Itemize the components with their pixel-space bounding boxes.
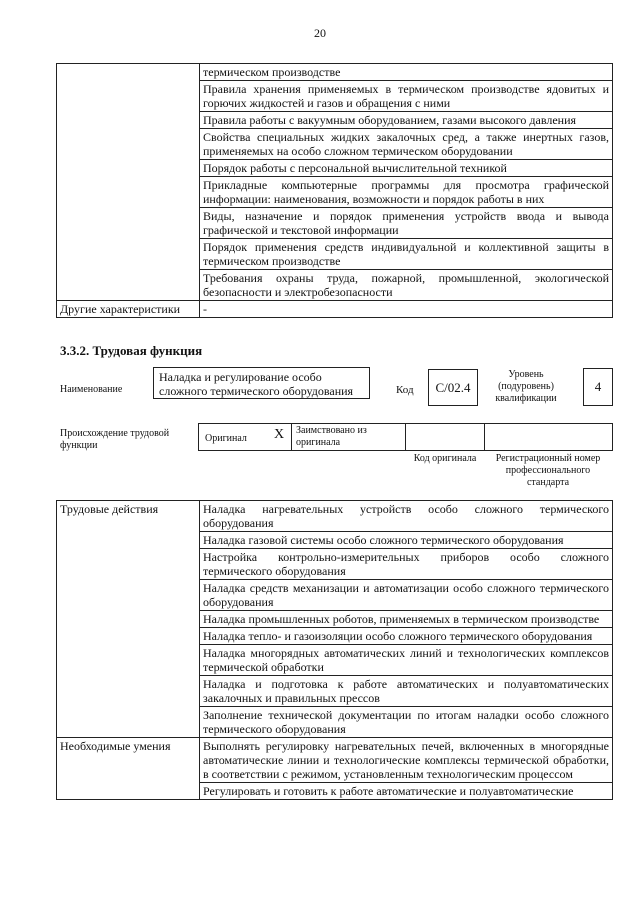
- table-cell: Виды, назначение и порядок применения устройств ввода и вывода графической и текстовой информации: [200, 208, 613, 239]
- code-value: С/02.4: [435, 380, 471, 395]
- table-cell: Требования охраны труда, пожарной, промышленной, экологической безопасности и электробезопасности: [200, 270, 613, 301]
- table-cell: Наладка тепло- и газоизоляции особо сложного термического оборудования: [200, 628, 613, 645]
- borrowed-label: Заимствовано из оригинала: [296, 425, 367, 448]
- code-value-box: [428, 369, 478, 406]
- labor-actions-table: [56, 500, 613, 800]
- row-label: Другие характеристики: [57, 301, 200, 318]
- reg-number-label: Регистрационный номер профессионального стандарта: [495, 453, 601, 488]
- code-original-label: Код оригинала: [413, 453, 477, 464]
- table-cell: Порядок работы с персональной вычислительной техникой: [200, 160, 613, 177]
- original-box: [198, 423, 291, 451]
- level-value-box: [583, 368, 613, 406]
- table-cell: -: [200, 301, 613, 318]
- reg-number-box: [484, 423, 613, 451]
- table-cell: Наладка и подготовка к работе автоматических и полуавтоматических закалочных и правильных прессов: [200, 676, 613, 707]
- table-cell: Правила хранения применяемых в термическом производстве ядовитых и горючих жидкостей и газов и обращения с ними: [200, 81, 613, 112]
- name-label: Наименование: [60, 384, 123, 395]
- table-cell: Наладка газовой системы особо сложного термического оборудования: [200, 532, 613, 549]
- table-row: [57, 501, 613, 532]
- table-cell: Порядок применения средств индивидуальной и коллективной защиты в термическом производстве: [200, 239, 613, 270]
- borrowed-box: [291, 423, 406, 451]
- level-label: Уровень (подуровень) квалификации: [495, 369, 557, 404]
- table-cell: Правила работы с вакуумным оборудованием, газами высокого давления: [200, 112, 613, 129]
- table-cell: Наладка средств механизации и автоматизации особо сложного термического оборудования: [200, 580, 613, 611]
- table-cell: Заполнение технической документации по итогам наладки особо сложного термического оборудования: [200, 707, 613, 738]
- level-value: 4: [594, 379, 602, 394]
- name-value-box: [153, 367, 370, 399]
- row-label-empty: [57, 64, 200, 301]
- name-value: Наладка и регулирование особо сложного термического оборудования: [159, 370, 354, 398]
- section-heading: 3.3.2. Трудовая функция: [60, 343, 203, 358]
- table-cell: Наладка промышленных роботов, применяемых в термическом производстве: [200, 611, 613, 628]
- code-original-box: [405, 423, 485, 451]
- table-row: [57, 64, 613, 81]
- original-mark: X: [274, 427, 285, 442]
- table-cell: термическом производстве: [200, 64, 613, 81]
- table-cell: Выполнять регулировку нагревательных печей, включенных в многорядные автоматические линии и технологические комплексы термической обработки, в соответствии с режимом, установленным технологическим процессом: [200, 738, 613, 783]
- code-label: Код: [396, 384, 414, 396]
- knowledge-table: [56, 63, 613, 318]
- table-cell: Наладка нагревательных устройств особо сложного термического оборудования: [200, 501, 613, 532]
- group-label-skills: Необходимые умения: [57, 738, 200, 800]
- group-label-actions: Трудовые действия: [57, 501, 200, 738]
- table-row: [57, 738, 613, 783]
- page-number: 20: [314, 26, 326, 40]
- origin-label: Происхождение трудовой функции: [60, 428, 170, 451]
- table-cell: Настройка контрольно-измерительных приборов особо сложного термического оборудования: [200, 549, 613, 580]
- table-row: [57, 301, 613, 318]
- table-cell: Наладка многорядных автоматических линий и технологических комплексов термической обработки: [200, 645, 613, 676]
- original-label: Оригинал: [205, 433, 247, 444]
- table-cell: Прикладные компьютерные программы для просмотра графической информации: наименования, возможности и порядок работы в них: [200, 177, 613, 208]
- table-cell: Свойства специальных жидких закалочных сред, а также инертных газов, применяемых на особо сложном термическом оборудовании: [200, 129, 613, 160]
- table-cell: Регулировать и готовить к работе автоматические и полуавтоматические: [200, 783, 613, 800]
